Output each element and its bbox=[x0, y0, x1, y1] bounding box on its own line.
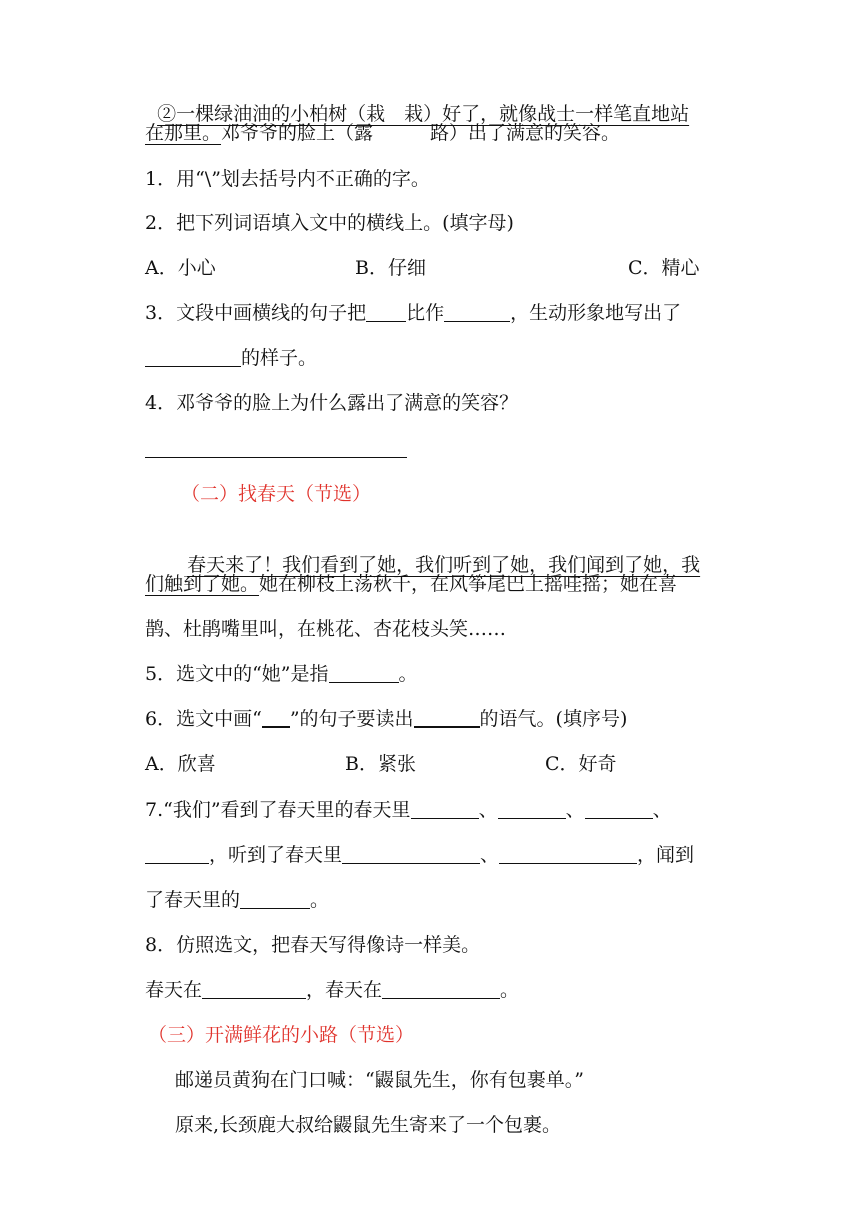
q2-option-c: C．精心 bbox=[628, 257, 700, 279]
underlined-sentence-end: 们触到了她。 bbox=[145, 573, 260, 595]
q7-text-4: 了春天里的 bbox=[145, 889, 241, 911]
q6-option-c: C．好奇 bbox=[545, 753, 617, 775]
passage2-line3: 鹊、杜鹃嘴里叫，在桃花、杏花枝头笑…… bbox=[145, 618, 507, 640]
q7-text-1: 7.“我们”看到了春天里的春天里 bbox=[145, 799, 411, 821]
q5-text-1: 5．选文中的“她”是指 bbox=[145, 663, 329, 685]
question-8: 8．仿照选文，把春天写得像诗一样美。 bbox=[145, 934, 481, 956]
underlined-sentence: ②一棵绿油油的小柏树（栽 栽）好了，就像战士一样笔直地站 bbox=[157, 103, 690, 125]
question-4: 4．邓爷爷的脸上为什么露出了满意的笑容？ bbox=[145, 392, 519, 414]
question-3-cont bbox=[145, 345, 317, 371]
q5-text-2: 。 bbox=[398, 663, 418, 685]
section-2-title: （二）找春天（节选） bbox=[181, 483, 372, 505]
answer-blank[interactable] bbox=[342, 845, 480, 864]
answer-line[interactable] bbox=[145, 457, 407, 458]
answer-blank[interactable] bbox=[329, 664, 399, 683]
question-8-answer bbox=[145, 977, 519, 1003]
answer-blank[interactable] bbox=[382, 980, 500, 999]
q3-text-4: 的样子。 bbox=[241, 347, 318, 369]
q7-separator: 、 bbox=[652, 799, 672, 821]
answer-blank[interactable] bbox=[411, 800, 479, 819]
q6-text-3: 的语气。(填序号) bbox=[479, 708, 628, 730]
q7-text-2: ，听到了春天里 bbox=[209, 844, 343, 866]
answer-blank[interactable] bbox=[498, 800, 566, 819]
q2-option-b: B．仔细 bbox=[355, 257, 426, 279]
q6-text-2: ”的句子要读出 bbox=[289, 708, 414, 730]
q6-option-b: B．紧张 bbox=[345, 753, 416, 775]
answer-blank[interactable] bbox=[145, 348, 241, 367]
question-5 bbox=[145, 661, 418, 687]
question-7 bbox=[145, 797, 672, 823]
question-6 bbox=[145, 706, 627, 732]
question-3 bbox=[145, 300, 681, 326]
q7-text-3: ，闻到 bbox=[637, 844, 695, 866]
passage3-line2: 原来,长颈鹿大叔给鼹鼠先生寄来了一个包裹。 bbox=[175, 1114, 562, 1136]
underlined-sentence: 春天来了！我们看到了她，我们听到了她，我们闻到了她，我 bbox=[187, 554, 701, 576]
passage1-text: 邓爷爷的脸上（露 路）出了满意的笑容。 bbox=[221, 122, 621, 144]
q7-separator: 、 bbox=[480, 844, 500, 866]
question-7-cont bbox=[145, 842, 694, 868]
passage2-line2 bbox=[145, 571, 677, 597]
answer-blank[interactable] bbox=[414, 708, 480, 728]
q3-text-2: 比作 bbox=[406, 302, 445, 324]
section-3-title: （三）开满鲜花的小路（节选） bbox=[148, 1024, 415, 1046]
q8-text-2: ，春天在 bbox=[306, 979, 383, 1001]
q2-option-a: A．小心 bbox=[145, 257, 216, 279]
passage2-text: 她在柳枝上荡秋千，在风筝尾巴上摇哇摇；她在喜 bbox=[259, 573, 678, 595]
q7-text-5: 。 bbox=[310, 889, 330, 911]
question-2: 2．把下列词语填入文中的横线上。(填字母) bbox=[145, 212, 514, 234]
q6-text-1: 6．选文中画“ bbox=[145, 708, 262, 730]
q3-text-3: ，生动形象地写出了 bbox=[510, 302, 682, 324]
underlined-sentence-end: 在那里。 bbox=[145, 122, 222, 144]
passage3-line1: 邮递员黄狗在门口喊：“鼹鼠先生，你有包裹单。” bbox=[175, 1069, 584, 1091]
passage1-line2 bbox=[145, 120, 620, 146]
question-1: 1．用“\”划去括号内不正确的字。 bbox=[145, 168, 430, 190]
answer-blank[interactable] bbox=[585, 800, 653, 819]
answer-blank[interactable] bbox=[366, 303, 406, 322]
q7-separator: 、 bbox=[565, 799, 585, 821]
q3-text-1: 3．文段中画横线的句子把 bbox=[145, 302, 367, 324]
q8-text-3: 。 bbox=[500, 979, 520, 1001]
answer-blank[interactable] bbox=[202, 980, 306, 999]
underline-marker bbox=[262, 708, 290, 728]
question-7-cont2 bbox=[145, 887, 329, 913]
q7-separator: 、 bbox=[478, 799, 498, 821]
answer-blank[interactable] bbox=[240, 890, 310, 909]
answer-blank[interactable] bbox=[499, 845, 637, 864]
answer-blank[interactable] bbox=[444, 303, 510, 322]
answer-blank[interactable] bbox=[145, 845, 209, 864]
q8-text-1: 春天在 bbox=[145, 979, 203, 1001]
q6-option-a: A．欣喜 bbox=[145, 753, 216, 775]
